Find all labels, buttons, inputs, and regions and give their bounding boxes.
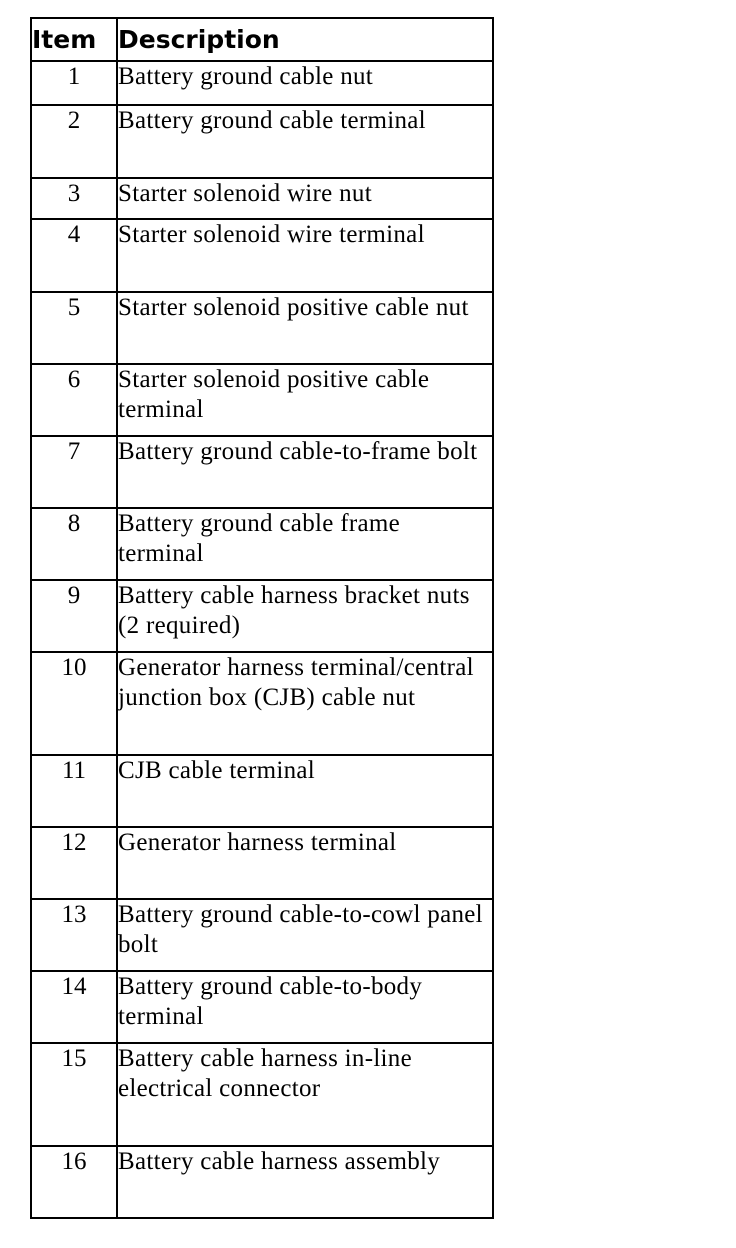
table-row bbox=[31, 105, 493, 178]
table-row bbox=[31, 899, 493, 971]
item-description: Battery ground cable-to-frame bolt bbox=[117, 436, 493, 508]
item-number: 6 bbox=[31, 364, 117, 436]
item-description: Battery cable harness bracket nuts (2 required) bbox=[117, 580, 493, 652]
item-description: Starter solenoid wire terminal bbox=[117, 219, 493, 292]
item-number: 9 bbox=[31, 580, 117, 652]
item-description: Generator harness terminal bbox=[117, 827, 493, 899]
item-number: 8 bbox=[31, 508, 117, 580]
table-row bbox=[31, 1146, 493, 1218]
item-number: 10 bbox=[31, 652, 117, 755]
table-row bbox=[31, 652, 493, 755]
table-row bbox=[31, 178, 493, 219]
column-header-description: Description bbox=[117, 18, 493, 61]
item-description: Battery ground cable-to-cowl panel bolt bbox=[117, 899, 493, 971]
table-header-row bbox=[31, 18, 493, 61]
item-description: Battery ground cable terminal bbox=[117, 105, 493, 178]
column-header-item: Item bbox=[31, 18, 117, 61]
table-row bbox=[31, 827, 493, 899]
table-row bbox=[31, 755, 493, 827]
table-row bbox=[31, 219, 493, 292]
item-number: 3 bbox=[31, 178, 117, 219]
item-number: 5 bbox=[31, 292, 117, 364]
table-row bbox=[31, 971, 493, 1043]
item-description: Battery ground cable-to-body terminal bbox=[117, 971, 493, 1043]
item-description: Battery ground cable nut bbox=[117, 61, 493, 105]
item-description: Battery ground cable frame terminal bbox=[117, 508, 493, 580]
item-number: 16 bbox=[31, 1146, 117, 1218]
item-number: 14 bbox=[31, 971, 117, 1043]
table-row bbox=[31, 61, 493, 105]
table-row bbox=[31, 580, 493, 652]
item-number: 2 bbox=[31, 105, 117, 178]
item-number: 11 bbox=[31, 755, 117, 827]
item-description: Battery cable harness assembly bbox=[117, 1146, 493, 1218]
item-number: 12 bbox=[31, 827, 117, 899]
item-description: Starter solenoid positive cable nut bbox=[117, 292, 493, 364]
item-description: Generator harness terminal/central junction box (CJB) cable nut bbox=[117, 652, 493, 755]
item-description: Starter solenoid positive cable terminal bbox=[117, 364, 493, 436]
table-row bbox=[31, 436, 493, 508]
table-row bbox=[31, 292, 493, 364]
table-row bbox=[31, 1043, 493, 1146]
item-description: Battery cable harness in-line electrical connector bbox=[117, 1043, 493, 1146]
table-row bbox=[31, 508, 493, 580]
parts-table bbox=[30, 17, 494, 1219]
item-number: 4 bbox=[31, 219, 117, 292]
item-number: 15 bbox=[31, 1043, 117, 1146]
item-number: 1 bbox=[31, 61, 117, 105]
item-number: 7 bbox=[31, 436, 117, 508]
item-number: 13 bbox=[31, 899, 117, 971]
item-description: CJB cable terminal bbox=[117, 755, 493, 827]
table-row bbox=[31, 364, 493, 436]
item-description: Starter solenoid wire nut bbox=[117, 178, 493, 219]
